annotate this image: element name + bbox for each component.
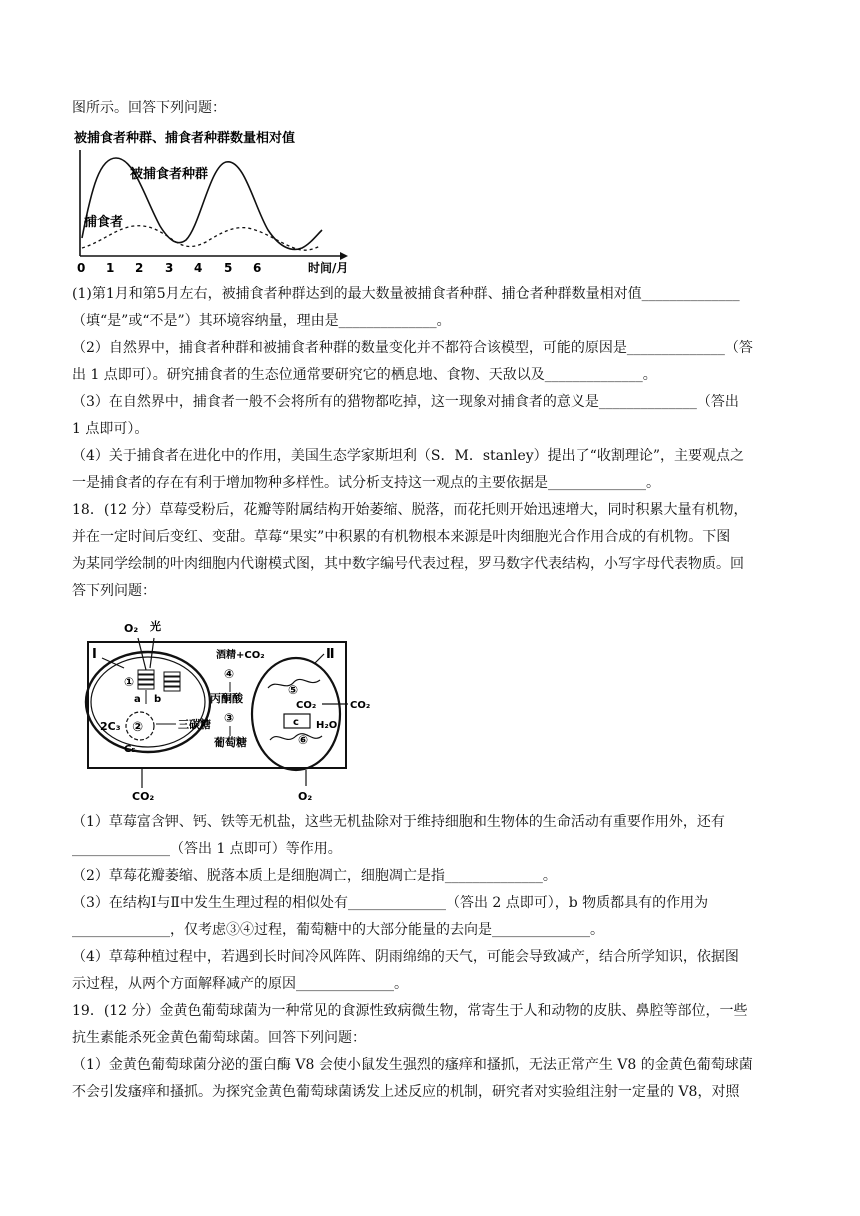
thylakoid-stack — [164, 672, 180, 691]
q19-line: 抗生素能杀死金黄色葡萄球菌。回答下列问题： — [72, 1030, 366, 1046]
substance-a-label: a — [134, 694, 141, 705]
q18b-line: ______________，仅考虑③④过程，葡萄糖中的大部分能量的去向是______________。 — [72, 922, 604, 938]
q18b-line: （3）在结构Ⅰ与Ⅱ中发生生理过程的相似处有______________（答出 2 点即可），b 物质都具有的作用为 — [72, 895, 709, 911]
tick-label: 6 — [253, 261, 262, 275]
structure-I-label: Ⅰ — [92, 647, 97, 662]
predator-curve-label: 捕食者 — [84, 215, 124, 230]
q18-line: 为某同学绘制的叶肉细胞内代谢模式图，其中数字编号代表过程，罗马数字代表结构，小写字母代表物质。回 — [72, 556, 744, 572]
cell-metabolism-figure — [80, 618, 380, 802]
substance-c-label: c — [293, 717, 299, 728]
tick-label: 1 — [106, 261, 115, 275]
q17-line: (1)第1月和第5月左右，被捕食者种群达到的最大数量被捕食者种群、捕仓者种群数量相对值______________ — [72, 286, 740, 302]
q19-line: 不会引发瘙痒和搔抓。为探究金黄色葡萄球菌诱发上述反应的机制，研究者对实验组注射一定量的 V8，对照 — [72, 1084, 740, 1100]
structure-II-label: Ⅱ — [326, 647, 335, 662]
process-4-label: ④ — [224, 667, 235, 681]
structure-II-pointer — [314, 654, 324, 664]
q17-line: （4）关于捕食者在进化中的作用，美国生态学家斯坦利（S．M．stanley）提出了“收割理论”，主要观点之 — [72, 448, 744, 464]
alcohol-label: 酒精+CO₂ — [216, 650, 265, 661]
prey-curve-label: 被捕食者种群 — [130, 167, 209, 182]
fig1-x-arrow-icon — [340, 252, 348, 260]
c5-label: C₅ — [124, 744, 136, 755]
tick-label: 0 — [77, 261, 86, 275]
thylakoid-stack — [138, 670, 154, 689]
fig1-xlabel: 时间/月 — [308, 261, 349, 275]
co2-inner-label: CO₂ — [296, 700, 317, 711]
process-1-label: ① — [124, 675, 135, 689]
q19-line: 19．(12 分）金黄色葡萄球菌为一种常见的食源性致病微生物，常寄生于人和动物的皮肤、鼻腔等部位，一些 — [72, 1003, 748, 1019]
q18-line: 18．(12 分）草莓受粉后，花瓣等附属结构开始萎缩、脱落，而花托则开始迅速增大，同时积累大量有机物， — [72, 502, 748, 518]
c3-label: 2C₃ — [100, 720, 121, 733]
q17-line: （填“是”或“不是”）其环境容纳量，理由是______________。 — [72, 313, 451, 329]
co2-right-label: CO₂ — [350, 700, 371, 711]
fig1-ylabel: 被捕食者种群、捕食者种群数量相对值 — [74, 131, 296, 146]
triose-label: 三碳糖 — [178, 718, 211, 731]
light-label: 光 — [150, 620, 161, 633]
q17-line: （3）在自然界中，捕食者一般不会将所有的猎物都吃掉，这一现象对捕食者的意义是______________（答出 — [72, 394, 739, 410]
intro-text: 图所示。回答下列问题： — [72, 100, 226, 116]
process-5-label: ⑤ — [288, 683, 299, 697]
q18b-line: （1）草莓富含钾、钙、铁等无机盐，这些无机盐除对于维持细胞和生物体的生命活动有重要作用外，还有 — [72, 814, 725, 830]
h2o-label: H₂O — [316, 720, 338, 731]
q18-line: 并在一定时间后变红、变甜。草莓“果实”中积累的有机物根本来源是叶肉细胞光合作用合成的有机物。下图 — [72, 529, 731, 545]
tick-label: 2 — [135, 261, 144, 275]
q17-line: 出 1 点即可）。研究捕食者的生态位通常要研究它的栖息地、食物、天敌以及______________。 — [72, 367, 657, 383]
process-6-label: ⑥ — [298, 733, 309, 747]
q17-line: 一是捕食者的存在有利于增加物种多样性。试分析支持这一观点的主要依据是______________。 — [72, 475, 660, 491]
q19-line: （1）金黄色葡萄球菌分泌的蛋白酶 V8 会使小鼠发生强烈的瘙痒和搔抓，无法正常产生 V8 的金黄色葡萄球菌 — [72, 1057, 753, 1073]
tick-label: 4 — [194, 261, 203, 275]
pyruvate-label: 丙酮酸 — [210, 692, 243, 705]
glucose-label: 葡萄糖 — [214, 736, 247, 749]
co2-bottom-label: CO₂ — [132, 790, 155, 802]
o2-top-label: O₂ — [124, 622, 139, 635]
o2-bottom-label: O₂ — [298, 790, 313, 802]
q17-line: （2）自然界中，捕食者种群和被捕食者种群的数量变化并不都符合该模型，可能的原因是______________（答 — [72, 340, 753, 356]
q17-line: 1 点即可）。 — [72, 421, 149, 437]
q18b-line: （2）草莓花瓣萎缩、脱落本质上是细胞凋亡，细胞凋亡是指______________。 — [72, 868, 557, 884]
predator-prey-figure — [72, 126, 372, 276]
process-2-label: ② — [132, 720, 144, 735]
q18b-line: ______________（答出 1 点即可）等作用。 — [72, 841, 342, 857]
q18-line: 答下列问题： — [72, 583, 156, 599]
tick-label: 5 — [224, 261, 233, 275]
q18b-line: 示过程，从两个方面解释减产的原因______________。 — [72, 976, 408, 992]
substance-b-label: b — [154, 694, 162, 705]
process-3-label: ③ — [224, 711, 235, 725]
q18b-line: （4）草莓种植过程中，若遇到长时间冷风阵阵、阴雨绵绵的天气，可能会导致减产，结合所学知识，依据图 — [72, 949, 739, 965]
tick-label: 3 — [165, 261, 174, 275]
